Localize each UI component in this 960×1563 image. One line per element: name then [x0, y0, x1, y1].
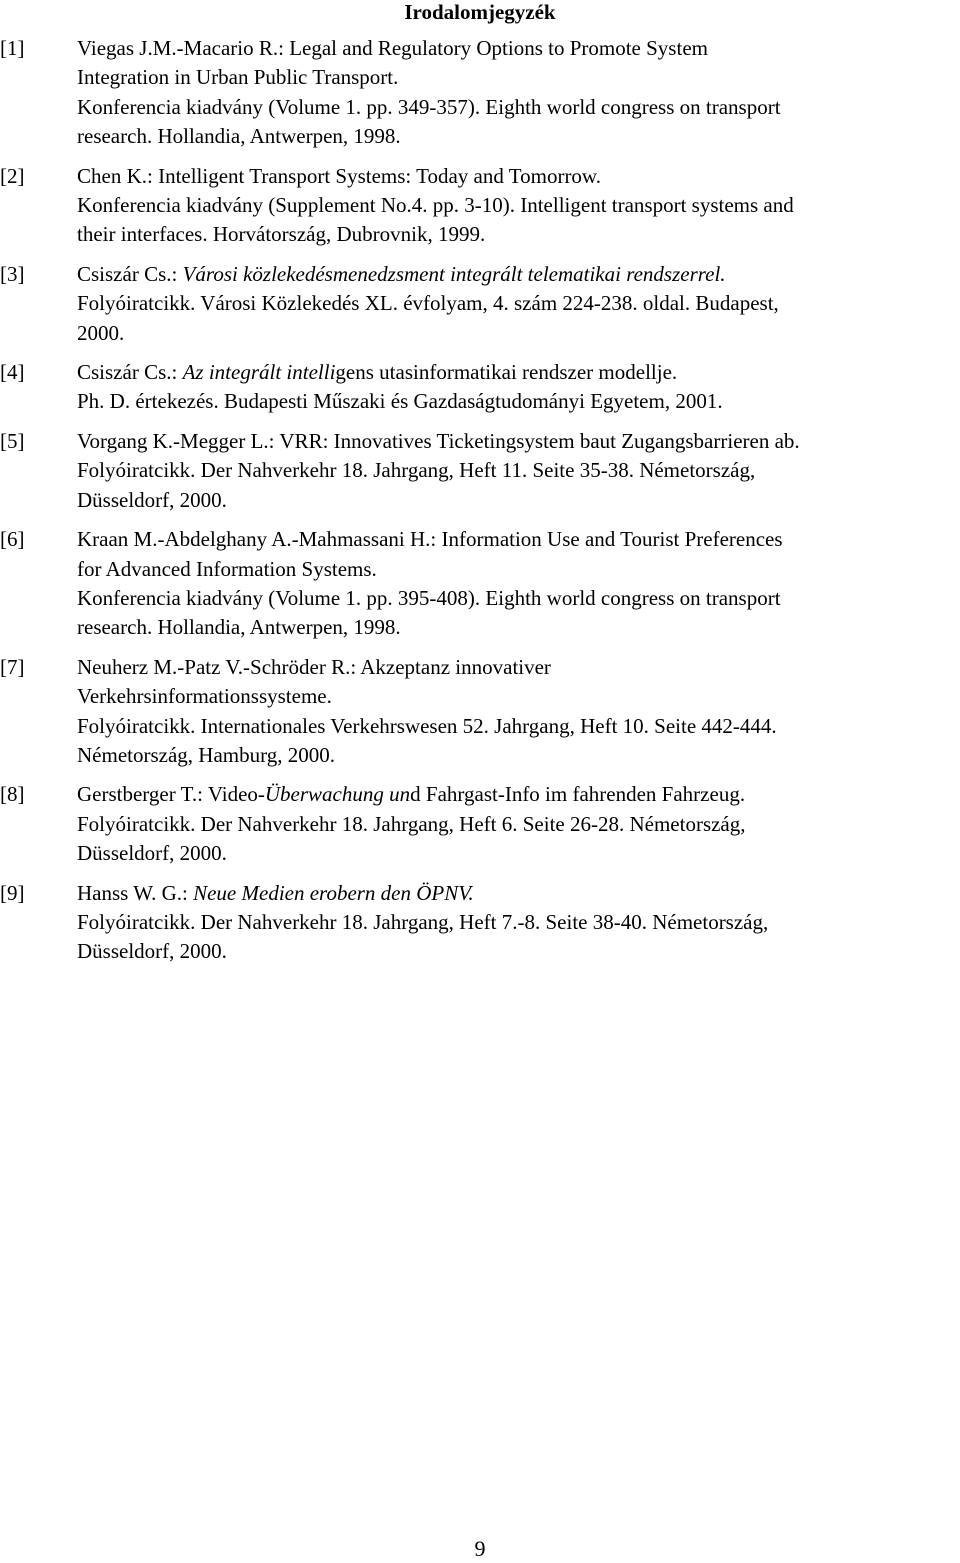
reference-line: Konferencia kiadvány (Supplement No.4. pp. 3-10). Intelligent transport systems and	[77, 193, 794, 218]
reference-line	[77, 879, 957, 908]
reference-number: [7]	[0, 654, 25, 679]
reference-title: Az integrált intelli	[182, 360, 336, 385]
reference-line: 2000.	[77, 320, 125, 345]
reference-text	[77, 260, 957, 348]
reference-1	[0, 34, 960, 152]
reference-author: Hanss W. G.:	[77, 880, 194, 905]
reference-text	[77, 162, 957, 250]
reference-6	[0, 525, 960, 643]
reference-9	[0, 879, 960, 967]
reference-title-rest: gens utasinformatikai rendszer modellje.	[335, 360, 678, 385]
reference-line: Viegas J.M.-Macario R.: Legal and Regulatory Options to Promote System	[77, 36, 708, 60]
reference-line: Ph. D. értekezés. Budapesti Műszaki és Gazdaságtudományi Egyetem, 2001.	[77, 389, 723, 414]
reference-number: [9]	[0, 880, 25, 905]
reference-line: Németország, Hamburg, 2000.	[77, 742, 335, 767]
reference-line: Düsseldorf, 2000.	[77, 487, 227, 512]
reference-title: Überwachung un	[264, 782, 411, 807]
reference-line: Neuherz M.-Patz V.-Schröder R.: Akzeptanz innovativer	[77, 654, 551, 679]
reference-text	[77, 653, 957, 771]
reference-title-rest: d Fahrgast-Info im fahrenden Fahrzeug.	[410, 782, 746, 807]
reference-line: Folyóiratcikk. Városi Közlekedés XL. évfolyam, 4. szám 224-238. oldal. Budapest,	[77, 291, 779, 316]
reference-5	[0, 427, 960, 515]
reference-number: [3]	[0, 261, 25, 286]
reference-number: [6]	[0, 527, 25, 552]
reference-line: Folyóiratcikk. Der Nahverkehr 18. Jahrgang, Heft 7.-8. Seite 38-40. Németország,	[77, 909, 769, 934]
reference-number: [1]	[0, 36, 25, 60]
reference-line: research. Hollandia, Antwerpen, 1998.	[77, 615, 401, 640]
reference-text	[77, 525, 957, 643]
reference-text	[77, 427, 957, 515]
reference-line: for Advanced Information Systems.	[77, 556, 377, 581]
reference-number: [2]	[0, 163, 25, 188]
reference-line: their interfaces. Horvátország, Dubrovnik, 1999.	[77, 222, 486, 247]
reference-number: [4]	[0, 360, 25, 385]
reference-line: Folyóiratcikk. Der Nahverkehr 18. Jahrgang, Heft 6. Seite 26-28. Németország,	[77, 811, 746, 836]
reference-list	[0, 34, 960, 977]
reference-2	[0, 162, 960, 250]
reference-line: Folyóiratcikk. Internationales Verkehrswesen 52. Jahrgang, Heft 10. Seite 442-444.	[77, 713, 777, 738]
reference-text	[77, 34, 957, 152]
reference-line: research. Hollandia, Antwerpen, 1998.	[77, 124, 401, 149]
reference-author: Csiszár Cs.:	[77, 360, 183, 385]
reference-line: Düsseldorf, 2000.	[77, 841, 227, 866]
reference-line	[77, 780, 957, 809]
reference-number: [5]	[0, 428, 25, 453]
page-number: 9	[474, 1536, 486, 1561]
reference-line	[77, 358, 957, 387]
reference-line: Kraan M.-Abdelghany A.-Mahmassani H.: Information Use and Tourist Preferences	[77, 527, 783, 552]
reference-title: Városi közlekedésmenedzsment integrált telematikai rendszerrel.	[182, 261, 726, 286]
reference-line: Konferencia kiadvány (Volume 1. pp. 395-408). Eighth world congress on transport	[77, 585, 781, 610]
reference-title: Neue Medien erobern den ÖPNV.	[193, 880, 474, 905]
reference-8	[0, 780, 960, 868]
reference-text	[77, 780, 957, 868]
reference-3	[0, 260, 960, 348]
reference-line	[77, 260, 957, 289]
reference-line: Düsseldorf, 2000.	[77, 939, 227, 964]
reference-line: Chen K.: Intelligent Transport Systems: Today and Tomorrow.	[77, 163, 601, 188]
reference-author: Csiszár Cs.:	[77, 261, 183, 286]
reference-text	[77, 358, 957, 417]
page-title: Irodalomjegyzék	[404, 0, 556, 24]
reference-7	[0, 653, 960, 771]
reference-line: Folyóiratcikk. Der Nahverkehr 18. Jahrgang, Heft 11. Seite 35-38. Németország,	[77, 458, 756, 483]
reference-line: Konferencia kiadvány (Volume 1. pp. 349-357). Eighth world congress on transport	[77, 94, 781, 119]
reference-4	[0, 358, 960, 417]
reference-author: Gerstberger T.: Video-	[77, 782, 265, 807]
reference-line: Vorgang K.-Megger L.: VRR: Innovatives Ticketingsystem baut Zugangsbarrieren ab.	[77, 428, 800, 453]
reference-line: Verkehrsinformationssysteme.	[77, 684, 332, 709]
reference-number: [8]	[0, 782, 25, 807]
reference-text	[77, 879, 957, 967]
reference-line: Integration in Urban Public Transport.	[77, 65, 399, 90]
